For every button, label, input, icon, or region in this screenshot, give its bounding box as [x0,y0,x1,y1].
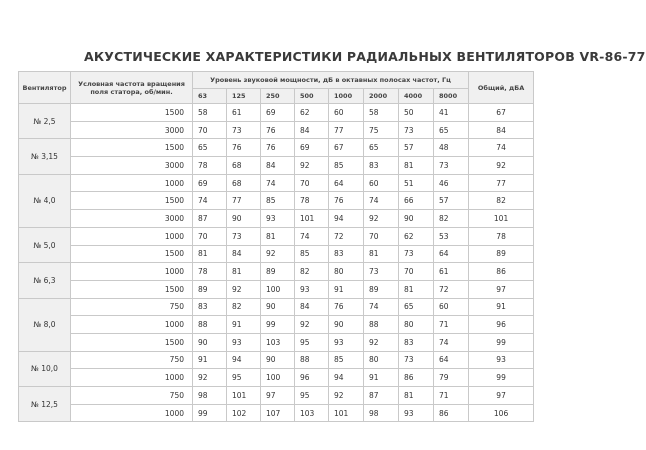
level-cell: 98 [193,387,227,405]
level-cell: 64 [329,174,364,192]
level-cell: 70 [399,263,434,281]
frequency-header: 63 [193,89,227,104]
level-cell: 68 [227,157,261,175]
total-cell: 92 [469,157,534,175]
level-cell: 93 [295,280,329,298]
level-cell: 87 [364,387,399,405]
level-cell: 73 [227,121,261,139]
level-cell: 73 [227,227,261,245]
table-header [19,72,534,104]
total-cell: 67 [469,104,534,122]
fan-size-cell: № 2,5 [19,104,71,139]
level-cell: 61 [434,263,469,281]
level-cell: 74 [295,227,329,245]
total-cell: 74 [469,139,534,157]
level-cell: 90 [329,316,364,334]
total-cell: 106 [469,404,534,422]
level-cell: 93 [399,404,434,422]
total-cell: 97 [469,280,534,298]
total-cell: 93 [469,351,534,369]
fan-size-cell: № 10,0 [19,351,71,386]
speed-cell: 750 [71,387,193,405]
level-cell: 57 [399,139,434,157]
fan-size-cell: № 5,0 [19,227,71,262]
level-cell: 83 [399,333,434,351]
speed-cell: 3000 [71,210,193,228]
level-cell: 81 [399,157,434,175]
frequency-header: 1000 [329,89,364,104]
level-cell: 68 [227,174,261,192]
frequency-header: 4000 [399,89,434,104]
level-cell: 65 [434,121,469,139]
level-cell: 93 [329,333,364,351]
table-row [19,139,534,157]
level-cell: 62 [295,104,329,122]
level-cell: 74 [364,192,399,210]
level-cell: 94 [329,210,364,228]
page-title: АКУСТИЧЕСКИЕ ХАРАКТЕРИСТИКИ РАДИАЛЬНЫХ ВЕНТИЛЯТОРОВ VR-86-77 [84,49,646,64]
speed-cell: 1500 [71,104,193,122]
speed-cell: 1000 [71,227,193,245]
level-cell: 98 [364,404,399,422]
level-cell: 101 [227,387,261,405]
level-cell: 51 [399,174,434,192]
fan-size-cell: № 8,0 [19,298,71,351]
total-cell: 101 [469,210,534,228]
level-cell: 73 [364,263,399,281]
table-row [19,210,534,228]
level-cell: 91 [329,280,364,298]
speed-cell: 1000 [71,369,193,387]
speed-cell: 1500 [71,245,193,263]
level-cell: 90 [261,351,295,369]
level-cell: 46 [434,174,469,192]
speed-cell: 3000 [71,157,193,175]
level-cell: 100 [261,369,295,387]
speed-cell: 1000 [71,174,193,192]
level-cell: 76 [329,298,364,316]
level-cell: 94 [227,351,261,369]
table-row [19,174,534,192]
table-row [19,387,534,405]
level-cell: 85 [295,245,329,263]
level-cell: 89 [261,263,295,281]
level-cell: 76 [261,121,295,139]
total-cell: 77 [469,174,534,192]
level-cell: 60 [364,174,399,192]
speed-cell: 1000 [71,404,193,422]
level-cell: 69 [295,139,329,157]
level-cell: 96 [295,369,329,387]
table-row [19,404,534,422]
level-cell: 92 [295,157,329,175]
level-cell: 101 [295,210,329,228]
level-cell: 81 [227,263,261,281]
level-cell: 82 [227,298,261,316]
level-cell: 90 [399,210,434,228]
frequency-header: 500 [295,89,329,104]
level-cell: 73 [399,121,434,139]
table-row [19,351,534,369]
level-cell: 69 [261,104,295,122]
total-cell: 86 [469,263,534,281]
level-cell: 60 [329,104,364,122]
level-cell: 102 [227,404,261,422]
level-cell: 99 [261,316,295,334]
level-cell: 88 [364,316,399,334]
level-cell: 92 [364,210,399,228]
level-cell: 81 [399,280,434,298]
level-cell: 80 [399,316,434,334]
table-row [19,298,534,316]
level-cell: 64 [434,351,469,369]
level-cell: 92 [364,333,399,351]
level-cell: 83 [364,157,399,175]
level-cell: 89 [364,280,399,298]
total-cell: 99 [469,333,534,351]
level-cell: 81 [364,245,399,263]
level-cell: 82 [295,263,329,281]
acoustic-table [18,71,534,422]
level-cell: 65 [193,139,227,157]
level-cell: 73 [399,351,434,369]
level-cell: 99 [193,404,227,422]
level-cell: 103 [261,333,295,351]
level-cell: 92 [295,316,329,334]
level-cell: 67 [329,139,364,157]
level-cell: 91 [364,369,399,387]
level-cell: 60 [434,298,469,316]
level-cell: 76 [227,139,261,157]
level-cell: 72 [329,227,364,245]
level-cell: 74 [364,298,399,316]
level-cell: 74 [193,192,227,210]
level-cell: 73 [399,245,434,263]
level-cell: 62 [399,227,434,245]
level-cell: 82 [434,210,469,228]
level-cell: 65 [364,139,399,157]
level-cell: 81 [399,387,434,405]
level-cell: 73 [434,157,469,175]
total-cell: 84 [469,121,534,139]
level-cell: 85 [329,351,364,369]
level-cell: 90 [261,298,295,316]
table-row [19,192,534,210]
fan-size-cell: № 6,3 [19,263,71,298]
level-cell: 95 [295,387,329,405]
total-cell: 99 [469,369,534,387]
level-cell: 72 [434,280,469,298]
table-body [19,104,534,422]
level-cell: 101 [329,404,364,422]
level-cell: 86 [434,404,469,422]
frequency-header: 125 [227,89,261,104]
header-fan: Вентилятор [19,72,71,104]
level-cell: 97 [261,387,295,405]
level-cell: 53 [434,227,469,245]
level-cell: 78 [193,157,227,175]
level-cell: 79 [434,369,469,387]
speed-cell: 750 [71,298,193,316]
level-cell: 74 [261,174,295,192]
header-band: Уровень звуковой мощности, дБ в октавных полосах частот, Гц [193,72,469,89]
level-cell: 81 [261,227,295,245]
level-cell: 70 [193,227,227,245]
level-cell: 80 [364,351,399,369]
level-cell: 84 [295,121,329,139]
level-cell: 107 [261,404,295,422]
level-cell: 71 [434,316,469,334]
total-cell: 89 [469,245,534,263]
level-cell: 83 [329,245,364,263]
speed-cell: 3000 [71,121,193,139]
level-cell: 92 [227,280,261,298]
level-cell: 71 [434,387,469,405]
level-cell: 76 [261,139,295,157]
level-cell: 84 [227,245,261,263]
total-cell: 96 [469,316,534,334]
speed-cell: 1500 [71,333,193,351]
level-cell: 78 [295,192,329,210]
speed-cell: 1000 [71,263,193,281]
frequency-header: 8000 [434,89,469,104]
level-cell: 103 [295,404,329,422]
speed-cell: 1000 [71,316,193,334]
level-cell: 88 [295,351,329,369]
table-row [19,333,534,351]
level-cell: 41 [434,104,469,122]
frequency-header: 250 [261,89,295,104]
level-cell: 93 [227,333,261,351]
table-row [19,121,534,139]
level-cell: 75 [364,121,399,139]
fan-size-cell: № 3,15 [19,139,71,174]
level-cell: 84 [295,298,329,316]
level-cell: 92 [329,387,364,405]
level-cell: 94 [329,369,364,387]
level-cell: 61 [227,104,261,122]
level-cell: 58 [193,104,227,122]
level-cell: 69 [193,174,227,192]
total-cell: 82 [469,192,534,210]
level-cell: 85 [329,157,364,175]
level-cell: 91 [193,351,227,369]
level-cell: 89 [193,280,227,298]
fan-size-cell: № 4,0 [19,174,71,227]
level-cell: 77 [329,121,364,139]
level-cell: 76 [329,192,364,210]
speed-cell: 750 [71,351,193,369]
fan-size-cell: № 12,5 [19,387,71,422]
level-cell: 92 [193,369,227,387]
table-row [19,263,534,281]
level-cell: 93 [261,210,295,228]
table-row [19,245,534,263]
level-cell: 57 [434,192,469,210]
level-cell: 78 [193,263,227,281]
level-cell: 92 [261,245,295,263]
level-cell: 90 [227,210,261,228]
level-cell: 64 [434,245,469,263]
total-cell: 91 [469,298,534,316]
level-cell: 50 [399,104,434,122]
level-cell: 100 [261,280,295,298]
level-cell: 86 [399,369,434,387]
level-cell: 81 [193,245,227,263]
level-cell: 48 [434,139,469,157]
header-speed: Условная частота вращения поля статора, об/мин. [71,72,193,104]
level-cell: 90 [193,333,227,351]
speed-cell: 1500 [71,192,193,210]
level-cell: 77 [227,192,261,210]
level-cell: 88 [193,316,227,334]
speed-cell: 1500 [71,280,193,298]
level-cell: 74 [434,333,469,351]
table-row [19,369,534,387]
level-cell: 70 [364,227,399,245]
level-cell: 80 [329,263,364,281]
level-cell: 87 [193,210,227,228]
level-cell: 70 [295,174,329,192]
level-cell: 83 [193,298,227,316]
level-cell: 65 [399,298,434,316]
table-row [19,227,534,245]
table-row [19,157,534,175]
level-cell: 95 [295,333,329,351]
total-cell: 97 [469,387,534,405]
level-cell: 85 [261,192,295,210]
header-total: Общий, дБА [469,72,534,104]
speed-cell: 1500 [71,139,193,157]
table-row [19,104,534,122]
level-cell: 70 [193,121,227,139]
table-row [19,280,534,298]
level-cell: 66 [399,192,434,210]
level-cell: 91 [227,316,261,334]
total-cell: 78 [469,227,534,245]
table-row [19,316,534,334]
level-cell: 84 [261,157,295,175]
level-cell: 95 [227,369,261,387]
level-cell: 58 [364,104,399,122]
frequency-header: 2000 [364,89,399,104]
